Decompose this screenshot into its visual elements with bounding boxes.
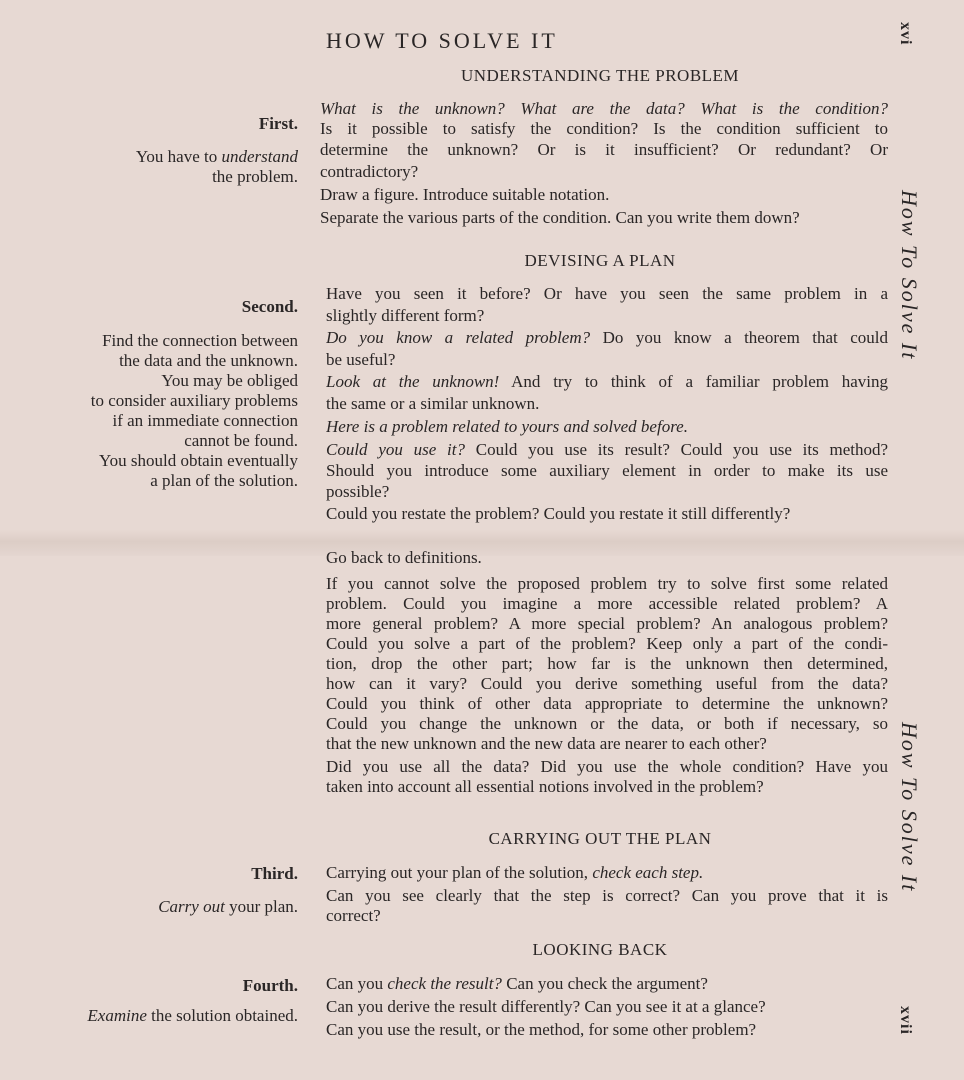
devising-line-11: Could you restate the problem? Could you restate it still differently? [326, 504, 791, 523]
page-number-bottom: xvii [897, 1006, 914, 1035]
understanding-line-3: determine the unknown? Or is it insufficient? Or redundant? Or [320, 140, 888, 159]
side-title-bottom: How To Solve It [897, 722, 922, 893]
heading-looking: LOOKING BACK [532, 940, 668, 959]
heading-understanding: UNDERSTANDING THE PROBLEM [460, 66, 740, 85]
devising-para-7: Could you think of other data appropriate to determine the unknown? [326, 694, 888, 713]
understanding-line-4: contradictory? [320, 162, 419, 181]
devising-line-4: be useful? [326, 350, 396, 369]
devising-para-1: If you cannot solve the proposed problem try to solve first some related [326, 574, 888, 593]
devising-line-3: Do you know a related problem? Do you know a theorem that could [326, 328, 888, 347]
devising-para-9: that the new unknown and the new data are nearer to each other? [326, 734, 767, 753]
devising-line-1: Have you seen it before? Or have you seen the same problem in a [326, 284, 888, 303]
heading-devising: DEVISING A PLAN [524, 251, 676, 270]
step-first: First. [258, 114, 298, 133]
page-title: HOW TO SOLVE IT [326, 28, 558, 53]
looking-line-1: Can you check the result? Can you check the argument? [326, 974, 708, 993]
step-third: Third. [251, 864, 298, 883]
understanding-line-6: Separate the various parts of the condition. Can you write them down? [320, 208, 800, 227]
devising-line-12: Go back to definitions. [326, 548, 482, 567]
side-title-top: How To Solve It [897, 190, 922, 361]
devising-para2-1: Did you use all the data? Did you use the whole condition? Have you [326, 757, 888, 776]
step-fourth-text: Examine the solution obtained. [87, 1006, 298, 1025]
step-first-text: You have to understand the problem. [135, 147, 298, 186]
devising-line-5: Look at the unknown! And try to think of a familiar problem having [326, 372, 888, 391]
devising-line-2: slightly different form? [326, 306, 485, 325]
carrying-line-2: Can you see clearly that the step is correct? Can you prove that it is [326, 886, 888, 905]
devising-para-3: more general problem? A more special problem? An analogous problem? [326, 614, 888, 633]
carrying-line-1: Carrying out your plan of the solution, check each step. [326, 863, 704, 882]
devising-para-8: Could you change the unknown or the data, or both if necessary, so [326, 714, 888, 733]
devising-para-4: Could you solve a part of the problem? Keep only a part of the condi- [326, 634, 888, 653]
understanding-line-1: What is the unknown? What are the data? What is the condition? [320, 99, 888, 118]
understanding-line-2: Is it possible to satisfy the condition? Is the condition sufficient to [320, 119, 888, 138]
devising-para-6: how can it vary? Could you derive something useful from the data? [326, 674, 888, 693]
devising-para-5: tion, drop the other part; how far is the unknown then determined, [326, 654, 888, 673]
step-second-text: Find the connection between the data and the unknown. You may be obliged to consider auxiliary problems if an immediate connection cannot be found. You should obtain eventually a plan of the solution. [90, 331, 298, 490]
step-third-text: Carry out your plan. [158, 897, 298, 916]
devising-line-9: Should you introduce some auxiliary element in order to make its use [326, 461, 888, 480]
devising-para2-2: taken into account all essential notions involved in the problem? [326, 777, 764, 796]
looking-line-2: Can you derive the result differently? Can you see it at a glance? [326, 997, 766, 1016]
step-second: Second. [241, 297, 298, 316]
devising-line-7: Here is a problem related to yours and solved before. [326, 417, 688, 436]
page-number-top: xvi [897, 22, 914, 46]
understanding-line-5: Draw a figure. Introduce suitable notation. [320, 185, 610, 204]
step-fourth: Fourth. [242, 976, 298, 995]
devising-line-8: Could you use it? Could you use its result? Could you use its method? [326, 440, 888, 459]
devising-line-10: possible? [326, 482, 390, 501]
heading-carrying: CARRYING OUT THE PLAN [488, 829, 712, 848]
devising-line-6: the same or a similar unknown. [326, 394, 540, 413]
devising-para-2: problem. Could you imagine a more accessible related problem? A [326, 594, 888, 613]
carrying-line-3: correct? [326, 906, 381, 925]
looking-line-3: Can you use the result, or the method, for some other problem? [326, 1020, 757, 1039]
